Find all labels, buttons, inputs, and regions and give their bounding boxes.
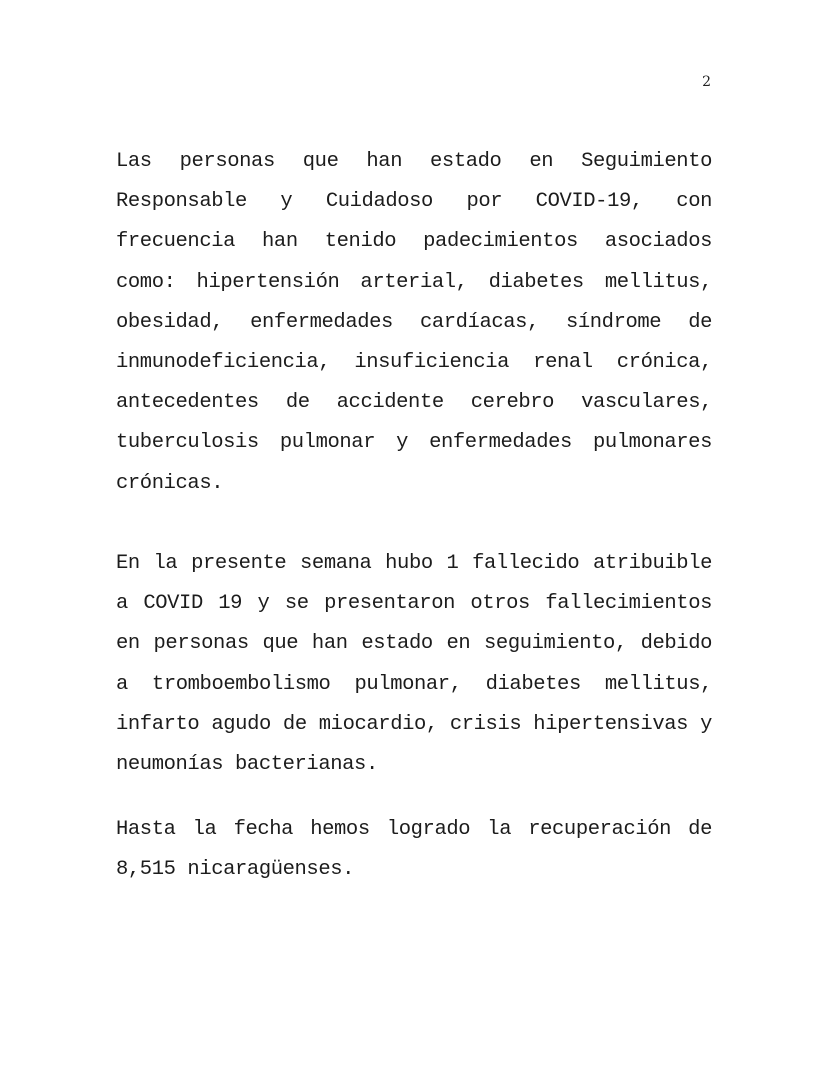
paragraph-text: Las personas que han estado en Seguimiento Responsable y Cuidadoso por COVID-19, con frecuencia han tenido padecimientos asociados como: hipertensión arterial, diabetes mellitus, obesidad, enfermedades cardíacas, síndrome de inmunodeficiencia, insuficiencia renal crónica, antecedentes de accidente cerebro vasculares, tuberculosis pulmonar y enfermedades pulmonares crónicas.: [116, 150, 712, 495]
paragraph-deaths: [116, 544, 712, 785]
page-number: 2: [702, 74, 711, 90]
paragraph-text: En la presente semana hubo 1 fallecido atribuible a COVID 19 y se presentaron otros fallecimientos en personas que han estado en seguimiento, debido a tromboembolismo pulmonar, diabetes mellitus, infarto agudo de miocardio, crisis hipertensivas y neumonías bacterianas.: [116, 552, 712, 777]
paragraph-recoveries: [116, 810, 712, 890]
paragraph-text: Hasta la fecha hemos logrado la recuperación de 8,515 nicaragüenses.: [116, 818, 712, 882]
paragraph-comorbidities: [116, 142, 712, 504]
